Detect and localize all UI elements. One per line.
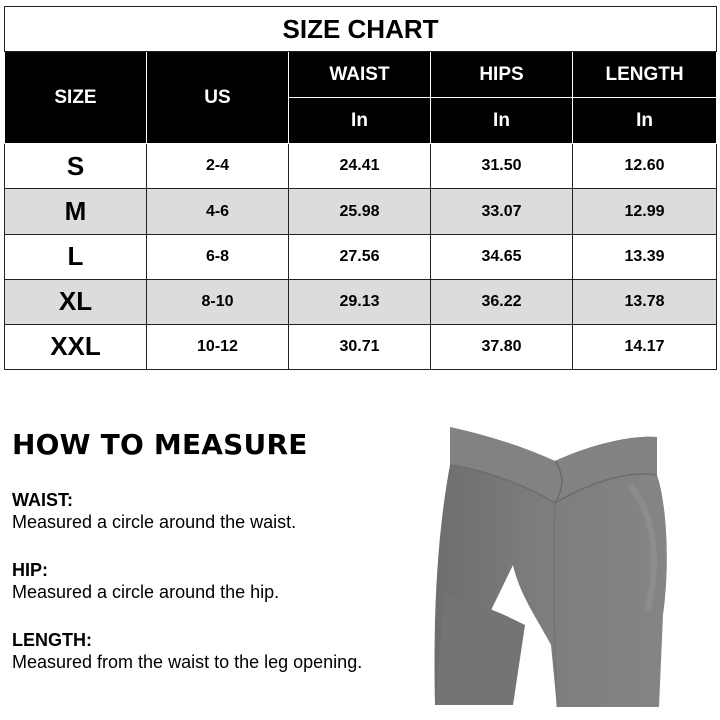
hips-value: 31.50 [431, 144, 573, 189]
length-label: LENGTH: [12, 630, 92, 650]
size-chart-title: SIZE CHART [5, 7, 717, 52]
shorts-icon [425, 415, 675, 715]
unit-header-hips: In [431, 98, 573, 144]
size-label: M [5, 189, 147, 234]
column-header-size: SIZE [5, 52, 147, 144]
us-size-value: 4-6 [147, 189, 289, 234]
hips-value: 34.65 [431, 234, 573, 279]
size-chart-table [4, 6, 717, 370]
column-header-length: LENGTH [573, 52, 717, 98]
waist-description: Measured a circle around the waist. [12, 512, 297, 532]
hip-description: Measured a circle around the hip. [12, 582, 280, 602]
length-value: 12.60 [573, 144, 717, 189]
table-row [5, 234, 717, 279]
waist-value: 24.41 [289, 144, 431, 189]
size-label: XL [5, 279, 147, 324]
unit-header-length: In [573, 98, 717, 144]
size-label: S [5, 144, 147, 189]
length-value: 14.17 [573, 324, 717, 369]
waist-value: 30.71 [289, 324, 431, 369]
table-row [5, 279, 717, 324]
column-header-hips: HIPS [431, 52, 573, 98]
hips-value: 37.80 [431, 324, 573, 369]
table-row [5, 144, 717, 189]
unit-header-waist: In [289, 98, 431, 144]
table-row [5, 189, 717, 234]
hips-value: 36.22 [431, 279, 573, 324]
waist-value: 29.13 [289, 279, 431, 324]
how-to-measure-title: HOW TO MEASURE [12, 428, 308, 461]
length-description: Measured from the waist to the leg opening. [12, 652, 363, 672]
table-row [5, 324, 717, 369]
size-label: L [5, 234, 147, 279]
how-to-measure-section [12, 425, 412, 699]
hip-label: HIP: [12, 560, 48, 580]
us-size-value: 6-8 [147, 234, 289, 279]
size-label: XXL [5, 324, 147, 369]
us-size-value: 2-4 [147, 144, 289, 189]
column-header-waist: WAIST [289, 52, 431, 98]
length-value: 13.39 [573, 234, 717, 279]
us-size-value: 10-12 [147, 324, 289, 369]
length-value: 13.78 [573, 279, 717, 324]
hips-value: 33.07 [431, 189, 573, 234]
waist-label: WAIST: [12, 490, 73, 510]
column-header-us: US [147, 52, 289, 144]
us-size-value: 8-10 [147, 279, 289, 324]
waist-value: 25.98 [289, 189, 431, 234]
length-value: 12.99 [573, 189, 717, 234]
waist-value: 27.56 [289, 234, 431, 279]
